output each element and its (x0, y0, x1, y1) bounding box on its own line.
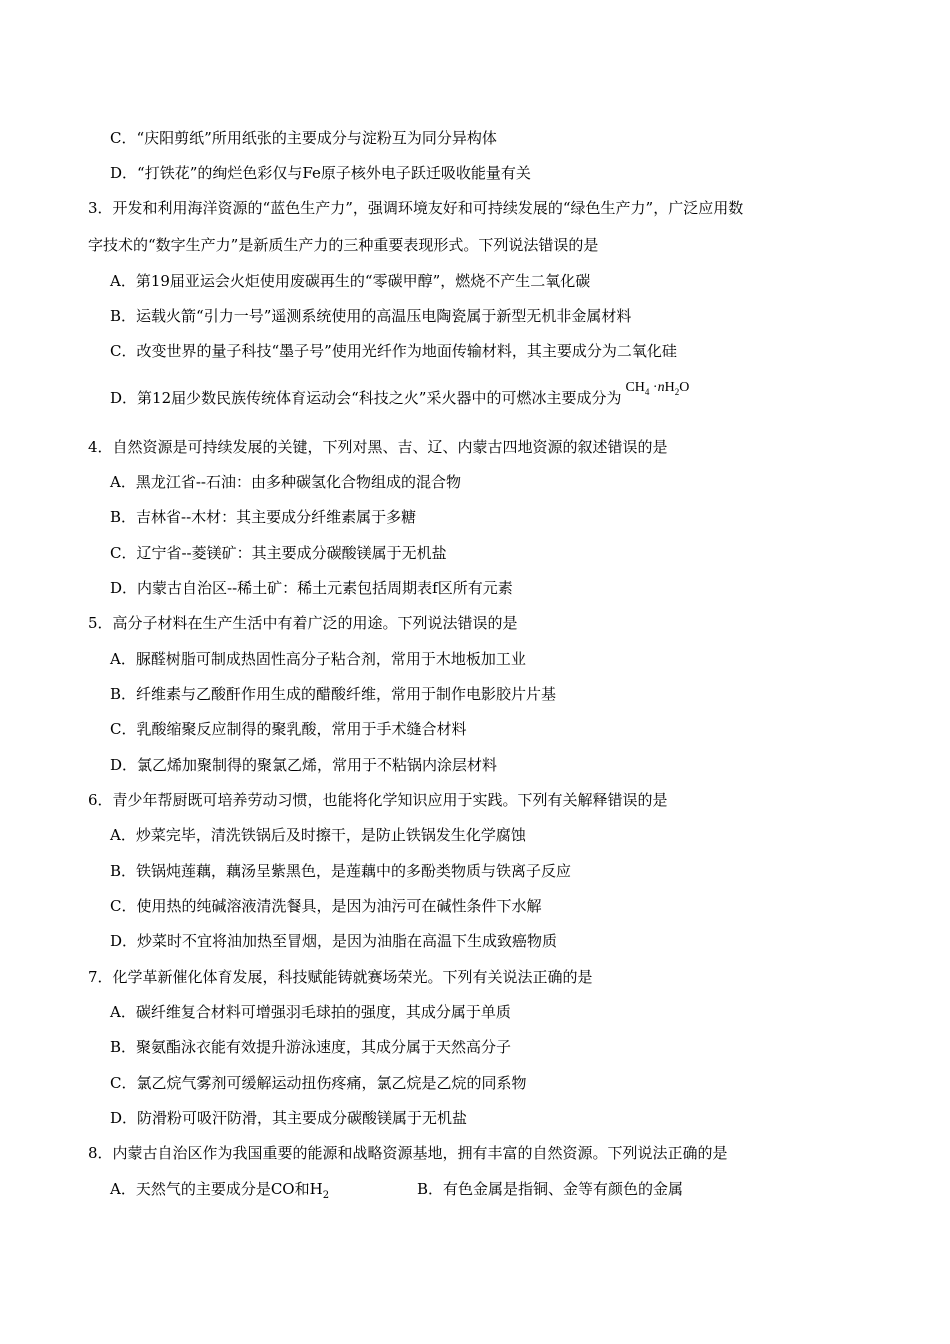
q8-option-a-text: A．天然气的主要成分是CO和H (110, 1180, 323, 1198)
q7-option-a: A．碳纤维复合材料可增强羽毛球拍的强度，其成分属于单质 (110, 1003, 511, 1021)
q5-option-b: B．纤维素与乙酸酐作用生成的醋酸纤维，常用于制作电影胶片片基 (110, 685, 557, 703)
q2-option-d: D．“打铁花”的绚烂色彩仅与Fe原子核外电子跃迁吸收能量有关 (110, 164, 531, 182)
q8-option-b: B．有色金属是指铜、金等有颜色的金属 (417, 1180, 684, 1198)
q3-stem-line-2: 字技术的“数字生产力”是新质生产力的三种重要表现形式。下列说法错误的是 (88, 236, 599, 254)
q5-stem: 5．高分子材料在生产生活中有着广泛的用途。下列说法错误的是 (88, 614, 518, 632)
q3-option-d (110, 380, 690, 414)
q3-option-d-text: D．第12届少数民族传统体育运动会“科技之火”采火器中的可燃冰主要成分为 (110, 389, 622, 407)
q6-option-b: B．铁锅炖莲藕，藕汤呈紫黑色，是莲藕中的多酚类物质与铁离子反应 (110, 862, 572, 880)
q3-option-a: A．第19届亚运会火炬使用废碳再生的“零碳甲醇”，燃烧不产生二氧化碳 (110, 272, 591, 290)
q3-option-c: C．改变世界的量子科技“墨子号”使用光纤作为地面传输材料，其主要成分为二氧化硅 (110, 342, 677, 360)
q7-option-c: C．氯乙烷气雾剂可缓解运动扭伤疼痛，氯乙烷是乙烷的同系物 (110, 1074, 527, 1092)
q5-option-c: C．乳酸缩聚反应制得的聚乳酸，常用于手术缝合材料 (110, 720, 467, 738)
q4-option-a: A．黑龙江省--石油：由多种碳氢化合物组成的混合物 (110, 473, 461, 491)
q4-stem: 4．自然资源是可持续发展的关键，下列对黑、吉、辽、内蒙古四地资源的叙述错误的是 (88, 438, 668, 456)
methane-hydrate-formula: $CH_4 \cdot nH_2O$ (625, 380, 690, 397)
q6-option-d: D．炒菜时不宜将油加热至冒烟，是因为油脂在高温下生成致癌物质 (110, 932, 558, 950)
q8-stem: 8．内蒙古自治区作为我国重要的能源和战略资源基地，拥有丰富的自然资源。下列说法正确的是 (88, 1144, 728, 1162)
q6-stem: 6．青少年帮厨既可培养劳动习惯，也能将化学知识应用于实践。下列有关解释错误的是 (88, 791, 668, 809)
q2-option-c: C．“庆阳剪纸”所用纸张的主要成分与淀粉互为同分异构体 (110, 129, 497, 147)
q3-stem-line-1: 3．开发和利用海洋资源的“蓝色生产力”，强调环境友好和可持续发展的“绿色生产力”，广泛应用数 (88, 199, 744, 217)
q6-option-a: A．炒菜完毕，清洗铁锅后及时擦干，是防止铁锅发生化学腐蚀 (110, 826, 526, 844)
q3-option-b: B．运载火箭“引力一号”遥测系统使用的高温压电陶瓷属于新型无机非金属材料 (110, 307, 632, 325)
q4-option-d: D．内蒙古自治区--稀土矿：稀土元素包括周期表f区所有元素 (110, 579, 513, 597)
q5-option-a: A．脲醛树脂可制成热固性高分子粘合剂，常用于木地板加工业 (110, 650, 526, 668)
q4-option-b: B．吉林省--木材：其主要成分纤维素属于多糖 (110, 508, 417, 526)
q4-option-c: C．辽宁省--菱镁矿：其主要成分碳酸镁属于无机盐 (110, 544, 447, 562)
q7-stem: 7．化学革新催化体育发展，科技赋能铸就赛场荣光。下列有关说法正确的是 (88, 968, 593, 986)
q8-option-a-subscript: 2 (322, 1190, 330, 1201)
q7-option-d: D．防滑粉可吸汗防滑，其主要成分碳酸镁属于无机盐 (110, 1109, 468, 1127)
q6-option-c: C．使用热的纯碱溶液清洗餐具，是因为油污可在碱性条件下水解 (110, 897, 542, 915)
q5-option-d: D．氯乙烯加聚制得的聚氯乙烯，常用于不粘锅内涂层材料 (110, 756, 498, 774)
q8-option-a (110, 1179, 329, 1206)
q7-option-b: B．聚氨酯泳衣能有效提升游泳速度，其成分属于天然高分子 (110, 1038, 512, 1056)
